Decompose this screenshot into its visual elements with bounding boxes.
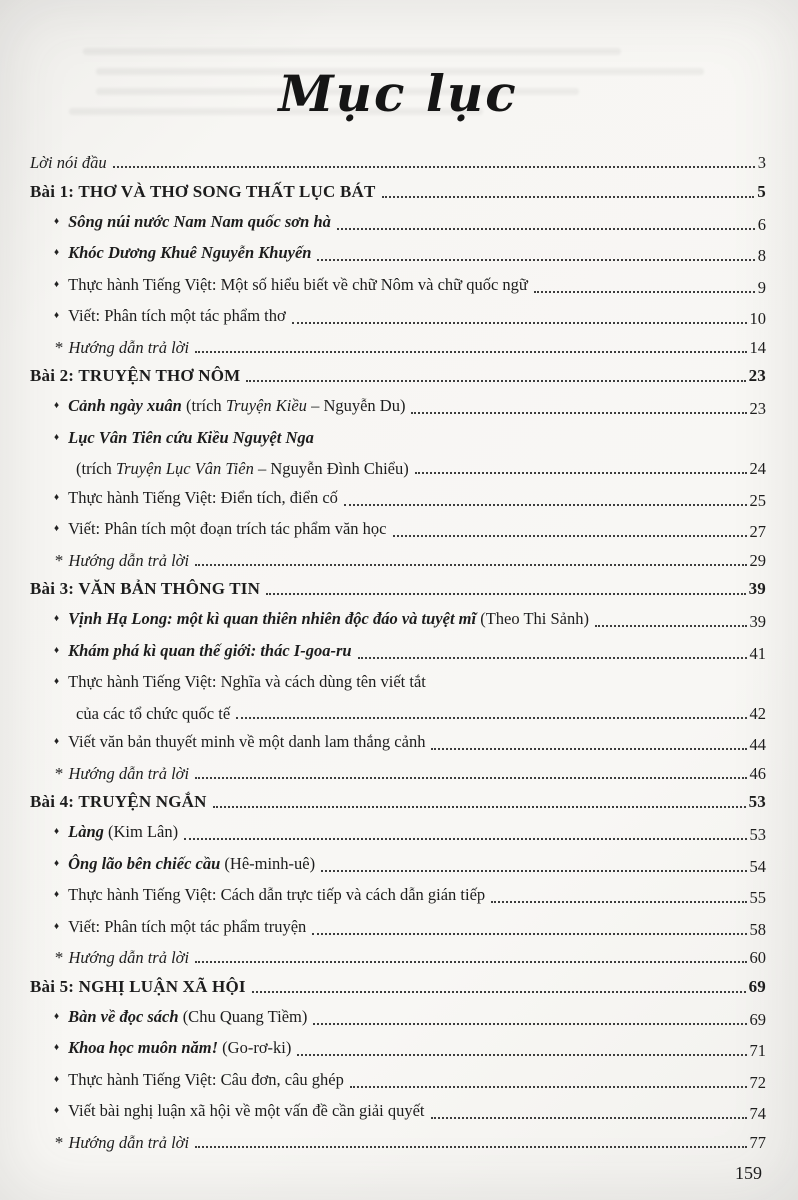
toc-page-ref: 29	[749, 550, 766, 570]
toc-page-ref: 60	[749, 948, 766, 967]
page-number: 159	[735, 1163, 762, 1183]
dotted-leader	[317, 259, 754, 261]
asterisk-bullet-icon: *	[54, 1132, 63, 1152]
dotted-leader	[321, 870, 746, 872]
toc-entry-text: (Kim Lân)	[108, 822, 179, 841]
toc-entry-label	[54, 551, 189, 570]
toc-row	[30, 428, 766, 450]
toc-page-ref: 14	[749, 337, 766, 357]
dotted-leader	[358, 657, 747, 659]
dotted-leader	[236, 717, 746, 719]
toc-entry-label	[54, 1070, 344, 1092]
dotted-leader	[350, 1086, 747, 1088]
toc-page-ref: 55	[749, 888, 766, 907]
diamond-bullet-icon: ♦	[54, 491, 60, 503]
toc-entry-text: Bài 1: THƠ VÀ THƠ SONG THẤT LỤC BÁT	[30, 181, 376, 201]
toc-entry-text: của các tổ chức quốc tế	[76, 703, 231, 723]
toc-entry-label	[30, 153, 107, 172]
toc-row	[30, 366, 766, 386]
toc-entry-text: (Theo Thi Sảnh)	[480, 609, 589, 628]
dotted-leader	[393, 535, 747, 537]
toc-entry-label	[54, 917, 306, 939]
dotted-leader	[213, 806, 746, 808]
toc-entry-label	[54, 243, 311, 265]
toc-row	[30, 609, 766, 631]
diamond-bullet-icon: ♦	[54, 400, 60, 411]
toc-entry-label	[76, 704, 230, 723]
toc-entry-text: (Go-rơ-ki)	[222, 1038, 292, 1057]
toc-row	[30, 488, 766, 510]
dotted-leader	[411, 412, 746, 414]
toc-list	[30, 153, 766, 1152]
toc-page-ref: 23	[749, 399, 766, 418]
toc-page-ref: 77	[749, 1132, 766, 1152]
toc-row	[30, 306, 766, 328]
toc-entry-text: Lời nói đầu	[30, 153, 107, 172]
toc-row	[30, 641, 766, 663]
asterisk-bullet-icon: *	[54, 337, 63, 357]
toc-entry-label	[54, 641, 352, 663]
toc-entry-text: Hướng dẫn trả lời	[68, 550, 190, 570]
toc-row	[30, 519, 766, 541]
toc-entry-text: (trích	[185, 396, 226, 415]
diamond-bullet-icon: ♦	[54, 1073, 60, 1085]
diamond-bullet-icon: ♦	[54, 310, 60, 321]
toc-entry-text: Khám phá kì quan thế giới: thác I-goa-ru	[68, 640, 352, 660]
toc-page-ref: 74	[749, 1104, 766, 1123]
toc-row	[30, 885, 766, 907]
toc-entry-text: Viết: Phân tích một tác phẩm thơ	[68, 306, 286, 325]
asterisk-bullet-icon: *	[54, 948, 63, 967]
toc-page-ref: 25	[749, 490, 766, 510]
toc-row	[30, 1101, 766, 1123]
toc-page-ref: 71	[749, 1041, 766, 1060]
toc-entry-text: Thực hành Tiếng Việt: Một số hiểu biết về chữ Nôm và chữ quốc ngữ	[68, 274, 528, 294]
toc-row	[30, 732, 766, 754]
toc-entry-text: Ông lão bên chiếc cầu	[68, 853, 225, 873]
toc-page-ref: 46	[749, 763, 766, 783]
toc-entry-label	[30, 366, 240, 386]
toc-row	[30, 153, 766, 172]
toc-entry-text: Bài 3: VĂN BẢN THÔNG TIN	[30, 579, 261, 598]
toc-page-ref: 72	[749, 1072, 766, 1092]
toc-entry-label	[54, 1007, 307, 1029]
dotted-leader	[252, 991, 746, 993]
toc-entry-label	[30, 792, 207, 812]
toc-entry-label	[54, 428, 314, 450]
toc-row	[30, 243, 766, 265]
diamond-bullet-icon: ♦	[54, 736, 60, 747]
dotted-leader	[195, 961, 746, 963]
toc-entry-text: Lục Vân Tiên cứu Kiều Nguyệt Nga	[68, 427, 314, 447]
toc-row	[30, 764, 766, 783]
dotted-leader	[113, 166, 755, 168]
diamond-bullet-icon: ♦	[54, 278, 60, 290]
toc-entry-label	[54, 275, 528, 297]
diamond-bullet-icon: ♦	[54, 431, 60, 443]
toc-entry-label	[54, 609, 589, 631]
toc-page-ref: 8	[757, 246, 766, 265]
diamond-bullet-icon: ♦	[54, 215, 60, 227]
dotted-leader	[195, 777, 746, 779]
toc-entry-label	[54, 1133, 189, 1152]
toc-row	[30, 551, 766, 570]
toc-page-ref: 23	[748, 366, 766, 385]
toc-entry-text: Truyện Lục Vân Tiên	[115, 459, 254, 478]
toc-row	[30, 212, 766, 234]
diamond-bullet-icon: ♦	[54, 247, 60, 258]
toc-entry-label	[76, 459, 409, 478]
diamond-bullet-icon: ♦	[54, 1105, 60, 1116]
diamond-bullet-icon: ♦	[54, 1042, 60, 1053]
toc-entry-text: Viết bài nghị luận xã hội về một vấn đề cần giải quyết	[68, 1101, 425, 1120]
toc-entry-label	[54, 338, 189, 357]
toc-entry-text: Thực hành Tiếng Việt: Câu đơn, câu ghép	[68, 1069, 344, 1089]
toc-entry-text: Bài 5: NGHỊ LUẬN XÃ HỘI	[30, 976, 246, 996]
dotted-leader	[184, 838, 746, 840]
toc-entry-text: Cảnh ngày xuân	[68, 396, 186, 415]
toc-page-ref: 58	[749, 919, 766, 939]
toc-page-ref: 53	[749, 825, 766, 844]
toc-page-ref: 24	[749, 459, 766, 478]
toc-entry-label	[54, 948, 189, 967]
toc-entry-label	[54, 519, 387, 541]
toc-page-ref: 27	[749, 522, 766, 541]
toc-entry-text: Viết: Phân tích một đoạn trích tác phẩm văn học	[68, 519, 387, 538]
diamond-bullet-icon: ♦	[54, 826, 60, 837]
toc-entry-text: (Chu Quang Tiềm)	[182, 1006, 308, 1026]
toc-entry-label	[54, 885, 485, 907]
toc-page-ref: 5	[757, 181, 766, 201]
diamond-bullet-icon: ♦	[54, 920, 60, 932]
dotted-leader	[415, 472, 747, 474]
dotted-leader	[313, 1023, 746, 1025]
toc-page-ref: 39	[748, 579, 766, 598]
diamond-bullet-icon: ♦	[54, 857, 60, 869]
toc-entry-label	[30, 977, 246, 997]
dotted-leader	[431, 748, 746, 750]
dotted-leader	[195, 351, 746, 353]
dotted-leader	[337, 228, 755, 230]
toc-entry-text: – Nguyễn Đình Chiểu)	[253, 459, 409, 478]
toc-page-ref: 3	[757, 153, 766, 172]
toc-entry-text: Bàn về đọc sách	[68, 1006, 183, 1026]
toc-entry-text: Thực hành Tiếng Việt: Nghĩa và cách dùng tên viết tắt	[68, 672, 426, 691]
diamond-bullet-icon: ♦	[54, 676, 60, 687]
dotted-leader	[246, 380, 745, 382]
dotted-leader	[431, 1117, 747, 1119]
toc-entry-label	[54, 1101, 425, 1123]
toc-entry-label	[30, 579, 260, 599]
toc-page-ref: 6	[757, 214, 766, 234]
diamond-bullet-icon: ♦	[54, 889, 60, 900]
toc-entry-text: Hướng dẫn trả lời	[68, 763, 190, 783]
toc-row	[30, 1133, 766, 1152]
toc-entry-label	[54, 396, 405, 418]
diamond-bullet-icon: ♦	[54, 644, 60, 656]
toc-page-ref: 41	[749, 643, 766, 663]
toc-page-ref: 54	[749, 856, 766, 876]
toc-page-ref: 69	[749, 1009, 766, 1029]
diamond-bullet-icon: ♦	[54, 1010, 60, 1022]
toc-entry-text: Bài 2: TRUYỆN THƠ NÔM	[30, 366, 241, 385]
toc-row	[30, 1070, 766, 1092]
toc-row	[30, 854, 766, 876]
toc-entry-text: Thực hành Tiếng Việt: Điển tích, điển cố	[68, 487, 338, 507]
dotted-leader	[312, 933, 746, 935]
asterisk-bullet-icon: *	[54, 550, 63, 570]
dotted-leader	[491, 901, 746, 903]
toc-entry-text: Hướng dẫn trả lời	[68, 337, 190, 357]
toc-entry-text: – Nguyễn Du)	[306, 396, 406, 415]
toc-entry-label	[54, 306, 286, 328]
toc-row	[30, 1007, 766, 1029]
dotted-leader	[195, 1146, 746, 1148]
dotted-leader	[292, 322, 747, 324]
toc-row	[30, 1038, 766, 1060]
toc-entry-label	[54, 822, 178, 844]
dotted-leader	[382, 196, 755, 198]
asterisk-bullet-icon: *	[54, 763, 63, 783]
toc-entry-text: (trích	[76, 459, 116, 478]
toc-entry-text: Hướng dẫn trả lời	[68, 1132, 190, 1152]
dotted-leader	[297, 1054, 746, 1056]
toc-row	[30, 275, 766, 297]
diamond-bullet-icon: ♦	[54, 523, 60, 534]
toc-entry-text: Vịnh Hạ Long: một kì quan thiên nhiên độc đáo và tuyệt mĩ	[68, 609, 481, 628]
toc-entry-label	[54, 488, 338, 510]
dotted-leader	[344, 504, 747, 506]
toc-entry-label	[54, 212, 331, 234]
toc-page-ref: 44	[749, 735, 766, 754]
toc-page-ref: 53	[748, 792, 766, 811]
toc-entry-label	[54, 854, 315, 876]
toc-row	[30, 977, 766, 997]
toc-row	[30, 822, 766, 844]
toc-entry-text: Viết văn bản thuyết minh về một danh lam thắng cảnh	[68, 732, 426, 751]
toc-entry-text: Làng	[68, 822, 108, 841]
toc-row	[30, 182, 766, 202]
toc-row	[30, 917, 766, 939]
toc-page-ref: 69	[748, 976, 766, 996]
toc-entry-text: Thực hành Tiếng Việt: Cách dẫn trực tiếp và cách dẫn gián tiếp	[68, 885, 486, 904]
dotted-leader	[195, 564, 746, 566]
page-title: Mục lục	[278, 64, 518, 123]
toc-page-ref: 10	[749, 309, 766, 328]
toc-entry-text: Khoa học muôn năm!	[68, 1038, 223, 1057]
toc-row	[30, 338, 766, 357]
toc-row	[30, 459, 766, 478]
toc-row	[30, 579, 766, 599]
dotted-leader	[534, 291, 755, 293]
toc-entry-text: Sông núi nước Nam Nam quốc sơn hà	[68, 211, 331, 231]
dotted-leader	[595, 625, 747, 627]
toc-entry-text: Hướng dẫn trả lời	[68, 948, 190, 967]
toc-entry-text: (Hê-minh-uê)	[224, 853, 316, 873]
toc-page-ref: 42	[749, 703, 766, 723]
toc-entry-label	[54, 764, 189, 783]
toc-row	[30, 948, 766, 967]
toc-row	[30, 396, 766, 418]
toc-entry-text: Bài 4: TRUYỆN NGẮN	[30, 792, 207, 811]
toc-entry-text: Truyện Kiều	[225, 396, 307, 415]
dotted-leader	[266, 593, 746, 595]
toc-entry-label	[54, 672, 426, 694]
toc-entry-text: Khóc Dương Khuê Nguyễn Khuyến	[68, 243, 312, 262]
diamond-bullet-icon: ♦	[54, 613, 60, 624]
toc-entry-label	[54, 1038, 291, 1060]
toc-page-ref: 9	[757, 277, 766, 297]
toc-entry-text: Viết: Phân tích một tác phẩm truyện	[68, 916, 307, 936]
toc-row	[30, 792, 766, 812]
toc-row	[30, 704, 766, 723]
toc-entry-label	[54, 732, 425, 754]
toc-row	[30, 672, 766, 694]
toc-page-ref: 39	[749, 612, 766, 631]
toc-entry-label	[30, 182, 376, 202]
